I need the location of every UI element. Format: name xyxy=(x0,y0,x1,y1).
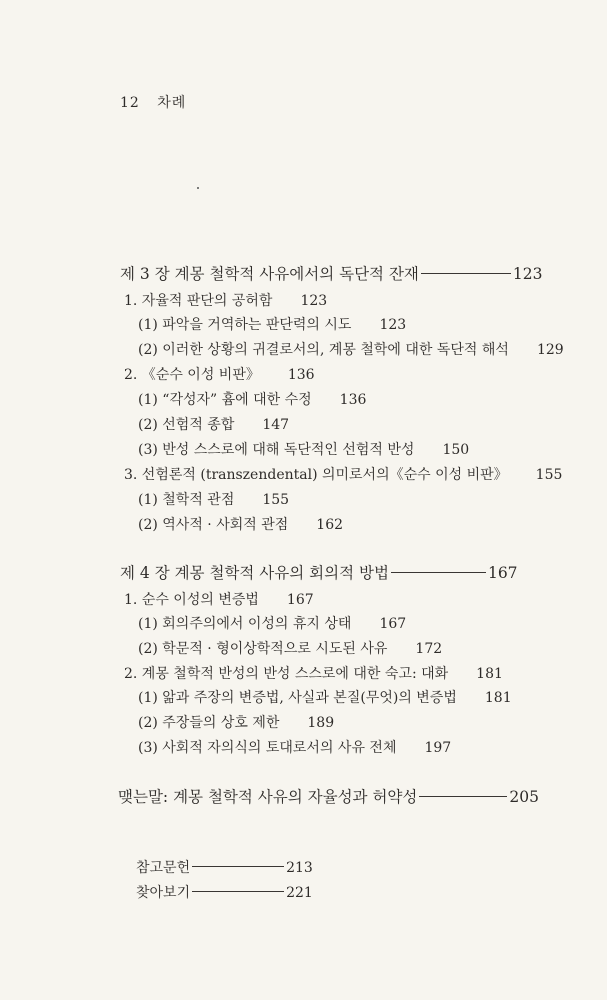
leader-line xyxy=(421,273,511,274)
item-page: 181 xyxy=(484,690,512,706)
chapter-title: 제 3 장 계몽 철학적 사유에서의 독단적 잔재 xyxy=(120,265,419,283)
item-title: (1) 앎과 주장의 변증법, 사실과 본질(무엇)의 변증법 xyxy=(138,690,457,706)
back-matter-title: 참고문헌 xyxy=(136,860,191,876)
back-matter-title: 찾아보기 xyxy=(136,885,191,901)
section-page: 181 xyxy=(476,666,503,682)
toc-index[interactable] xyxy=(136,882,313,902)
item-page: 189 xyxy=(307,715,335,731)
item-title: (2) 학문적 · 형이상학적으로 시도된 사유 xyxy=(138,641,388,657)
toc-chapter-3[interactable] xyxy=(120,262,543,284)
item-title: (3) 반성 스스로에 대해 독단적인 선험적 반성 xyxy=(138,442,415,458)
toc-item[interactable] xyxy=(138,638,442,658)
section-title: 1. 자율적 판단의 공허함 xyxy=(124,293,273,309)
item-title: (1) 회의주의에서 이성의 휴지 상태 xyxy=(138,616,352,632)
item-page: 197 xyxy=(424,740,452,756)
toc-item[interactable] xyxy=(138,414,289,434)
print-speck xyxy=(197,187,199,189)
item-title: (2) 주장들의 상호 제한 xyxy=(138,715,280,731)
header-page-number: 12 xyxy=(120,95,140,111)
item-page: 150 xyxy=(442,442,470,458)
back-matter-page: 213 xyxy=(286,860,313,876)
section-page: 155 xyxy=(535,467,563,483)
toc-item[interactable] xyxy=(138,314,406,334)
back-matter-page: 221 xyxy=(286,885,313,901)
item-page: 147 xyxy=(262,417,290,433)
leader-line xyxy=(192,891,284,892)
section-title: 1. 순수 이성의 변증법 xyxy=(124,592,259,608)
item-page: 136 xyxy=(339,392,367,408)
running-header xyxy=(120,92,186,112)
toc-item[interactable] xyxy=(138,712,334,732)
item-title: (1) “각성자” 흄에 대한 수정 xyxy=(138,392,312,408)
item-title: (2) 이러한 상황의 귀결로서의, 계몽 철학에 대한 독단적 해석 xyxy=(138,342,509,358)
section-title: 3. 선험론적 (transzendental) 의미로서의《순수 이성 비판》 xyxy=(124,467,508,483)
item-page: 129 xyxy=(536,342,564,358)
section-page: 123 xyxy=(300,293,328,309)
item-title: (2) 선험적 종합 xyxy=(138,417,235,433)
toc-item[interactable] xyxy=(138,687,512,707)
section-title: 2. 《순수 이성 비판》 xyxy=(124,367,260,383)
chapter-page: 167 xyxy=(487,564,518,582)
leader-line xyxy=(391,572,486,573)
section-title: 2. 계몽 철학적 반성의 반성 스스로에 대한 숙고: 대화 xyxy=(124,666,449,682)
item-title: (3) 사회적 자의식의 토대로서의 사유 전체 xyxy=(138,740,397,756)
item-page: 172 xyxy=(415,641,443,657)
item-page: 123 xyxy=(379,317,407,333)
toc-section[interactable] xyxy=(124,464,562,484)
toc-item[interactable] xyxy=(138,514,343,534)
toc-item[interactable] xyxy=(138,737,451,757)
item-title: (1) 파악을 거역하는 판단력의 시도 xyxy=(138,317,352,333)
toc-conclusion[interactable] xyxy=(118,785,539,807)
toc-item[interactable] xyxy=(138,339,564,359)
conclusion-page: 205 xyxy=(509,788,539,806)
toc-item[interactable] xyxy=(138,389,366,409)
leader-line xyxy=(419,796,507,797)
toc-section[interactable] xyxy=(124,663,503,683)
toc-section[interactable] xyxy=(124,589,314,609)
toc-item[interactable] xyxy=(138,613,406,633)
toc-item[interactable] xyxy=(138,489,289,509)
toc-item[interactable] xyxy=(138,439,469,459)
item-page: 155 xyxy=(262,492,290,508)
leader-line xyxy=(192,866,284,867)
item-title: (1) 철학적 관점 xyxy=(138,492,235,508)
section-page: 136 xyxy=(287,367,315,383)
toc-chapter-4[interactable] xyxy=(120,561,518,583)
chapter-page: 123 xyxy=(512,265,543,283)
toc-section[interactable] xyxy=(124,364,315,384)
toc-bibliography[interactable] xyxy=(136,857,313,877)
item-page: 167 xyxy=(379,616,407,632)
conclusion-title: 맺는말: 계몽 철학적 사유의 자율성과 허약성 xyxy=(118,788,418,806)
header-title: 차례 xyxy=(157,95,187,111)
toc-section[interactable] xyxy=(124,290,327,310)
item-title: (2) 역사적 · 사회적 관점 xyxy=(138,517,289,533)
section-page: 167 xyxy=(286,592,314,608)
item-page: 162 xyxy=(316,517,344,533)
chapter-title: 제 4 장 계몽 철학적 사유의 회의적 방법 xyxy=(120,564,389,582)
